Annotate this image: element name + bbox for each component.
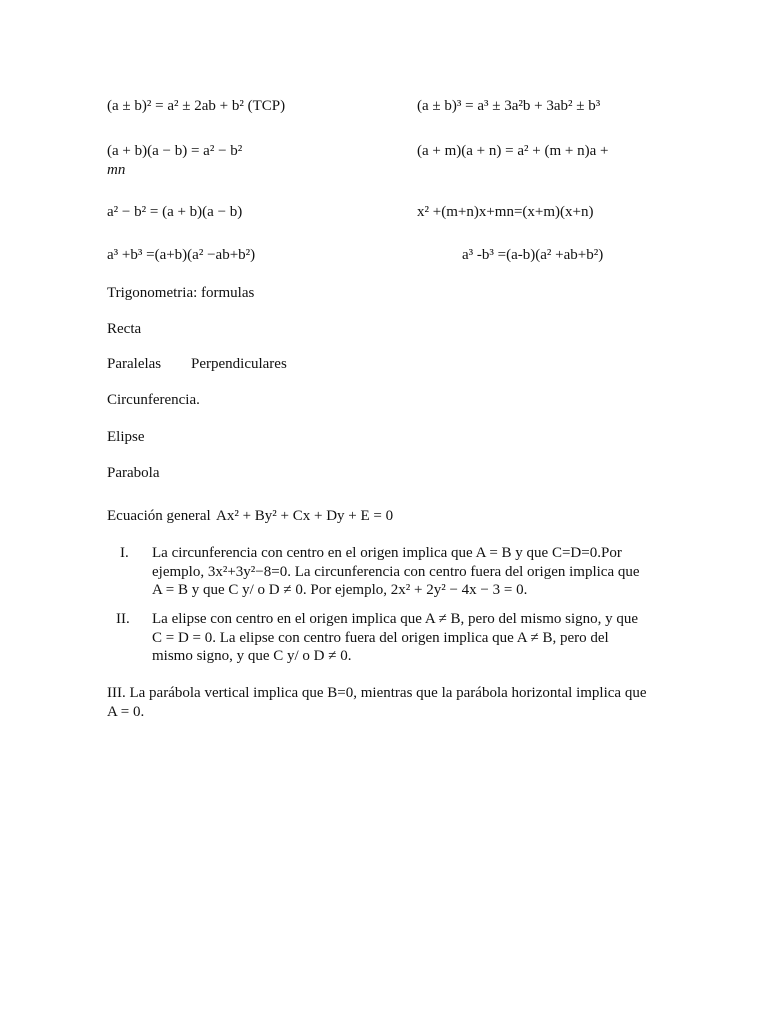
list-item-line: La circunferencia con centro en el origen implica que A = B y que C=D=0.Por bbox=[152, 545, 622, 561]
formula-common-term-continuation: mn bbox=[107, 162, 126, 178]
formula-sum-of-cubes: a³ +b³ =(a+b)(a² −ab+b²) bbox=[107, 247, 256, 263]
list-item-line: C = D = 0. La elipse con centro fuera del origen implica que A ≠ B, pero del bbox=[152, 629, 609, 646]
general-equation-label: Ecuación general bbox=[107, 508, 211, 524]
heading-elipse: Elipse bbox=[107, 429, 145, 445]
paragraph-line: III. La parábola vertical implica que B=0, mientras que la parábola horizontal implica que bbox=[107, 685, 647, 701]
formula-common-term-product: (a + m)(a + n) = a² + (m + n)a + bbox=[417, 143, 609, 159]
list-marker-2: II. bbox=[116, 611, 130, 627]
list-item-line: A = B y que C y/ o D ≠ 0. Por ejemplo, 2x² + 2y² − 4x − 3 = 0. bbox=[152, 582, 528, 598]
formula-square-binomial: (a ± b)² = a² ± 2ab + b² (TCP) bbox=[107, 98, 286, 114]
list-item-circunferencia bbox=[152, 544, 640, 600]
list-item-elipse bbox=[152, 610, 638, 666]
list-item-line: mismo signo, y que C y/ o D ≠ 0. bbox=[152, 648, 352, 664]
paragraph-parabola bbox=[107, 684, 647, 721]
heading-paralelas: Paralelas bbox=[107, 356, 162, 372]
list-marker-1: I. bbox=[120, 545, 129, 561]
list-item-line: ejemplo, 3x²+3y²−8=0. La circunferencia con centro fuera del origen implica que bbox=[152, 563, 640, 580]
formula-cube-binomial: (a ± b)³ = a³ ± 3a²b + 3ab² ± b³ bbox=[417, 98, 601, 114]
paragraph-line: A = 0. bbox=[107, 703, 145, 720]
heading-recta: Recta bbox=[107, 321, 142, 337]
formula-difference-of-squares: a² − b² = (a + b)(a − b) bbox=[107, 204, 243, 220]
heading-circunferencia: Circunferencia. bbox=[107, 392, 200, 408]
heading-trigonometria: Trigonometria: formulas bbox=[107, 285, 255, 301]
list-item-line: La elipse con centro en el origen implica que A ≠ B, pero del mismo signo, y que bbox=[152, 611, 639, 627]
heading-parabola: Parabola bbox=[107, 465, 160, 481]
formula-difference-product: (a + b)(a − b) = a² − b² bbox=[107, 143, 243, 159]
formula-difference-of-cubes: a³ -b³ =(a-b)(a² +ab+b²) bbox=[462, 247, 604, 263]
general-equation: Ax² + By² + Cx + Dy + E = 0 bbox=[216, 508, 394, 524]
heading-perpendiculares: Perpendiculares bbox=[191, 356, 287, 372]
formula-trinomial-factoring: x² +(m+n)x+mn=(x+m)(x+n) bbox=[417, 204, 594, 220]
